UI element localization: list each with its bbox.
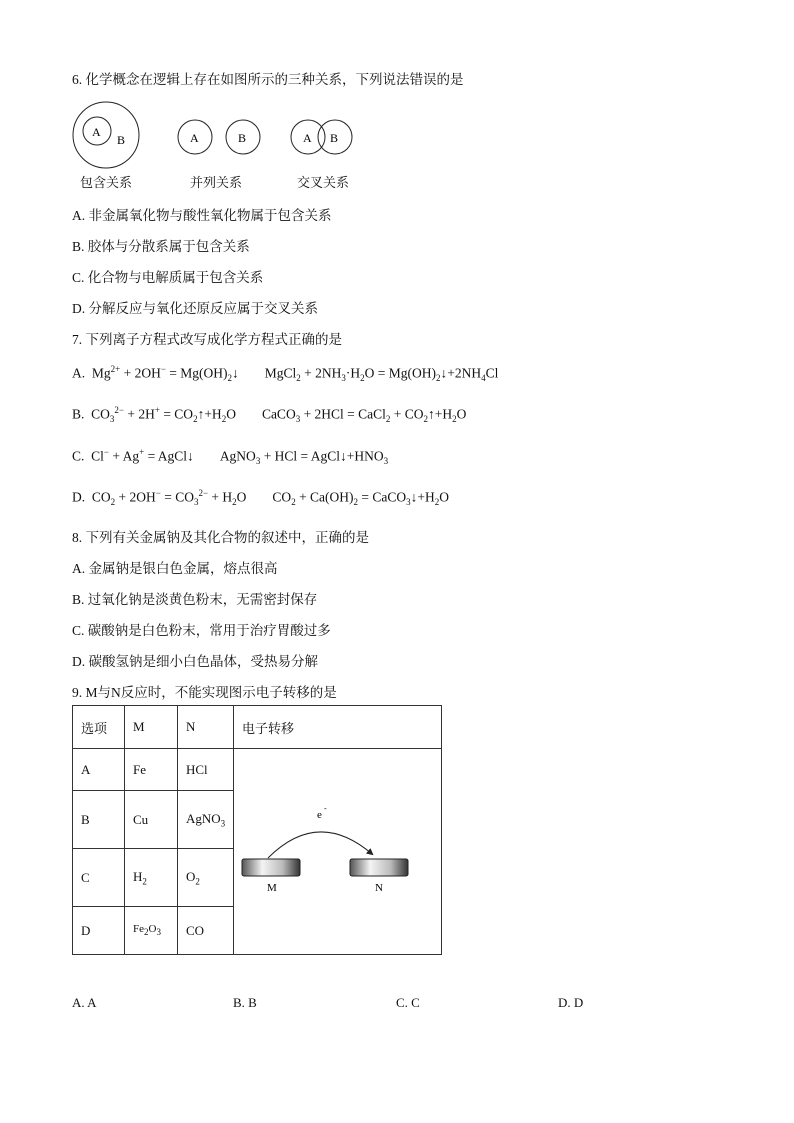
table-header-row (73, 706, 442, 749)
q7-option-b: B. $CO_3^{2-} + 2H^+$ = $CO_2↑+H_2O$ CaCO$_3$ + 2HCl = CaCl$_2$ + $CO_2↑+H_2O$ (72, 405, 467, 425)
q6-relation-figure (68, 100, 368, 170)
table-row (73, 749, 442, 791)
q9-answer-d: D. D (558, 995, 584, 1010)
label-include: 包含关系 (80, 175, 133, 190)
header-m: M (125, 706, 178, 749)
header-n: N (178, 706, 234, 749)
include-label-b: B (117, 133, 126, 147)
row-c-m-text: H (133, 868, 143, 884)
row-a-option: A (73, 749, 125, 791)
cross-label-b: B (330, 131, 339, 145)
row-c-option: C (73, 849, 125, 907)
electron-label: e (317, 809, 322, 821)
row-b-m: Cu (125, 791, 178, 849)
q8-option-b: B. 过氧化钠是淡黄色粉末，无需密封保存 (72, 592, 318, 607)
row-c-m: $H_2$ (125, 849, 178, 907)
electron-arrow (268, 832, 372, 858)
row-d-m-text: Fe (133, 923, 144, 936)
q8-stem: 8. 下列有关金属钠及其化合物的叙述中，正确的是 (72, 530, 369, 545)
cross-label-a: A (303, 131, 312, 145)
header-option: 选项 (73, 706, 125, 749)
row-a-n: HCl (178, 749, 234, 791)
q8-option-c: C. 碳酸钠是白色粉末，常用于治疗胃酸过多 (72, 623, 331, 638)
parallel-label-b: B (238, 131, 247, 145)
electron-transfer-diagram (240, 800, 415, 895)
n-label: N (375, 882, 383, 894)
q9-answer-a: A. A (72, 995, 97, 1010)
row-d-option: D (73, 907, 125, 955)
q7-stem: 7. 下列离子方程式改写成化学方程式正确的是 (72, 332, 342, 347)
electron-sup: - (324, 804, 327, 813)
q6-option-c: C. 化合物与电解质属于包含关系 (72, 270, 264, 285)
q7-option-a-label: A. (72, 365, 86, 381)
row-d-m: $Fe_2O_3$ (125, 907, 178, 955)
m-label: M (267, 882, 277, 894)
q6-stem: 6. 化学概念在逻辑上存在如图所示的三种关系，下列说法错误的是 (72, 72, 464, 87)
q7-option-d: D. $CO_2 + 2OH^- = CO_3^{2-} + H_2O$ $CO_2 + Ca(OH)_2$ = $CaCO_3↓+H_2O$ (72, 488, 450, 508)
include-outer-circle (73, 102, 139, 168)
row-b-n-text: AgNO (186, 810, 221, 826)
q9-stem: 9. M与N反应时，不能实现图示电子转移的是 (72, 685, 337, 700)
q7-option-d-label: D. (72, 489, 86, 505)
row-c-n-text: O (186, 868, 196, 884)
label-cross: 交叉关系 (297, 175, 350, 190)
q7-option-a: A. $Mg^{2+} + 2OH^-$ = $Mg(OH)_2↓$ MgCl$_2$ + $2NH_3\cdot H_2O$ = $Mg(OH)_2↓+2NH_4Cl$ (72, 364, 499, 384)
row-b-option: B (73, 791, 125, 849)
q6-option-d: D. 分解反应与氧化还原反应属于交叉关系 (72, 301, 318, 316)
n-bar (350, 859, 408, 876)
header-electron-transfer: 电子转移 (234, 706, 442, 749)
q6-option-b: B. 胶体与分散系属于包含关系 (72, 239, 250, 254)
row-b-n: AgNO$_3$ (178, 791, 234, 849)
row-d-n: CO (178, 907, 234, 955)
q8-option-d: D. 碳酸氢钠是细小白色晶体，受热易分解 (72, 654, 318, 669)
parallel-label-a: A (190, 131, 199, 145)
q7-option-b-label: B. (72, 406, 85, 422)
m-bar (242, 859, 300, 876)
include-label-a: A (92, 125, 101, 139)
label-parallel: 并列关系 (190, 175, 243, 190)
q7-option-c-label: C. (72, 448, 85, 464)
q8-option-a: A. 金属钠是银白色金属，熔点很高 (72, 561, 278, 576)
q7-option-c: C. Cl− + Ag+ = AgCl↓ AgNO$_3$ + HCl = $AgCl↓+HNO_3$ (72, 447, 389, 467)
q9-answer-c: C. C (396, 995, 420, 1010)
q9-answer-b: B. B (233, 995, 257, 1010)
row-c-n: $O_2$ (178, 849, 234, 907)
row-a-m: Fe (125, 749, 178, 791)
q6-option-a: A. 非金属氧化物与酸性氧化物属于包含关系 (72, 208, 332, 223)
